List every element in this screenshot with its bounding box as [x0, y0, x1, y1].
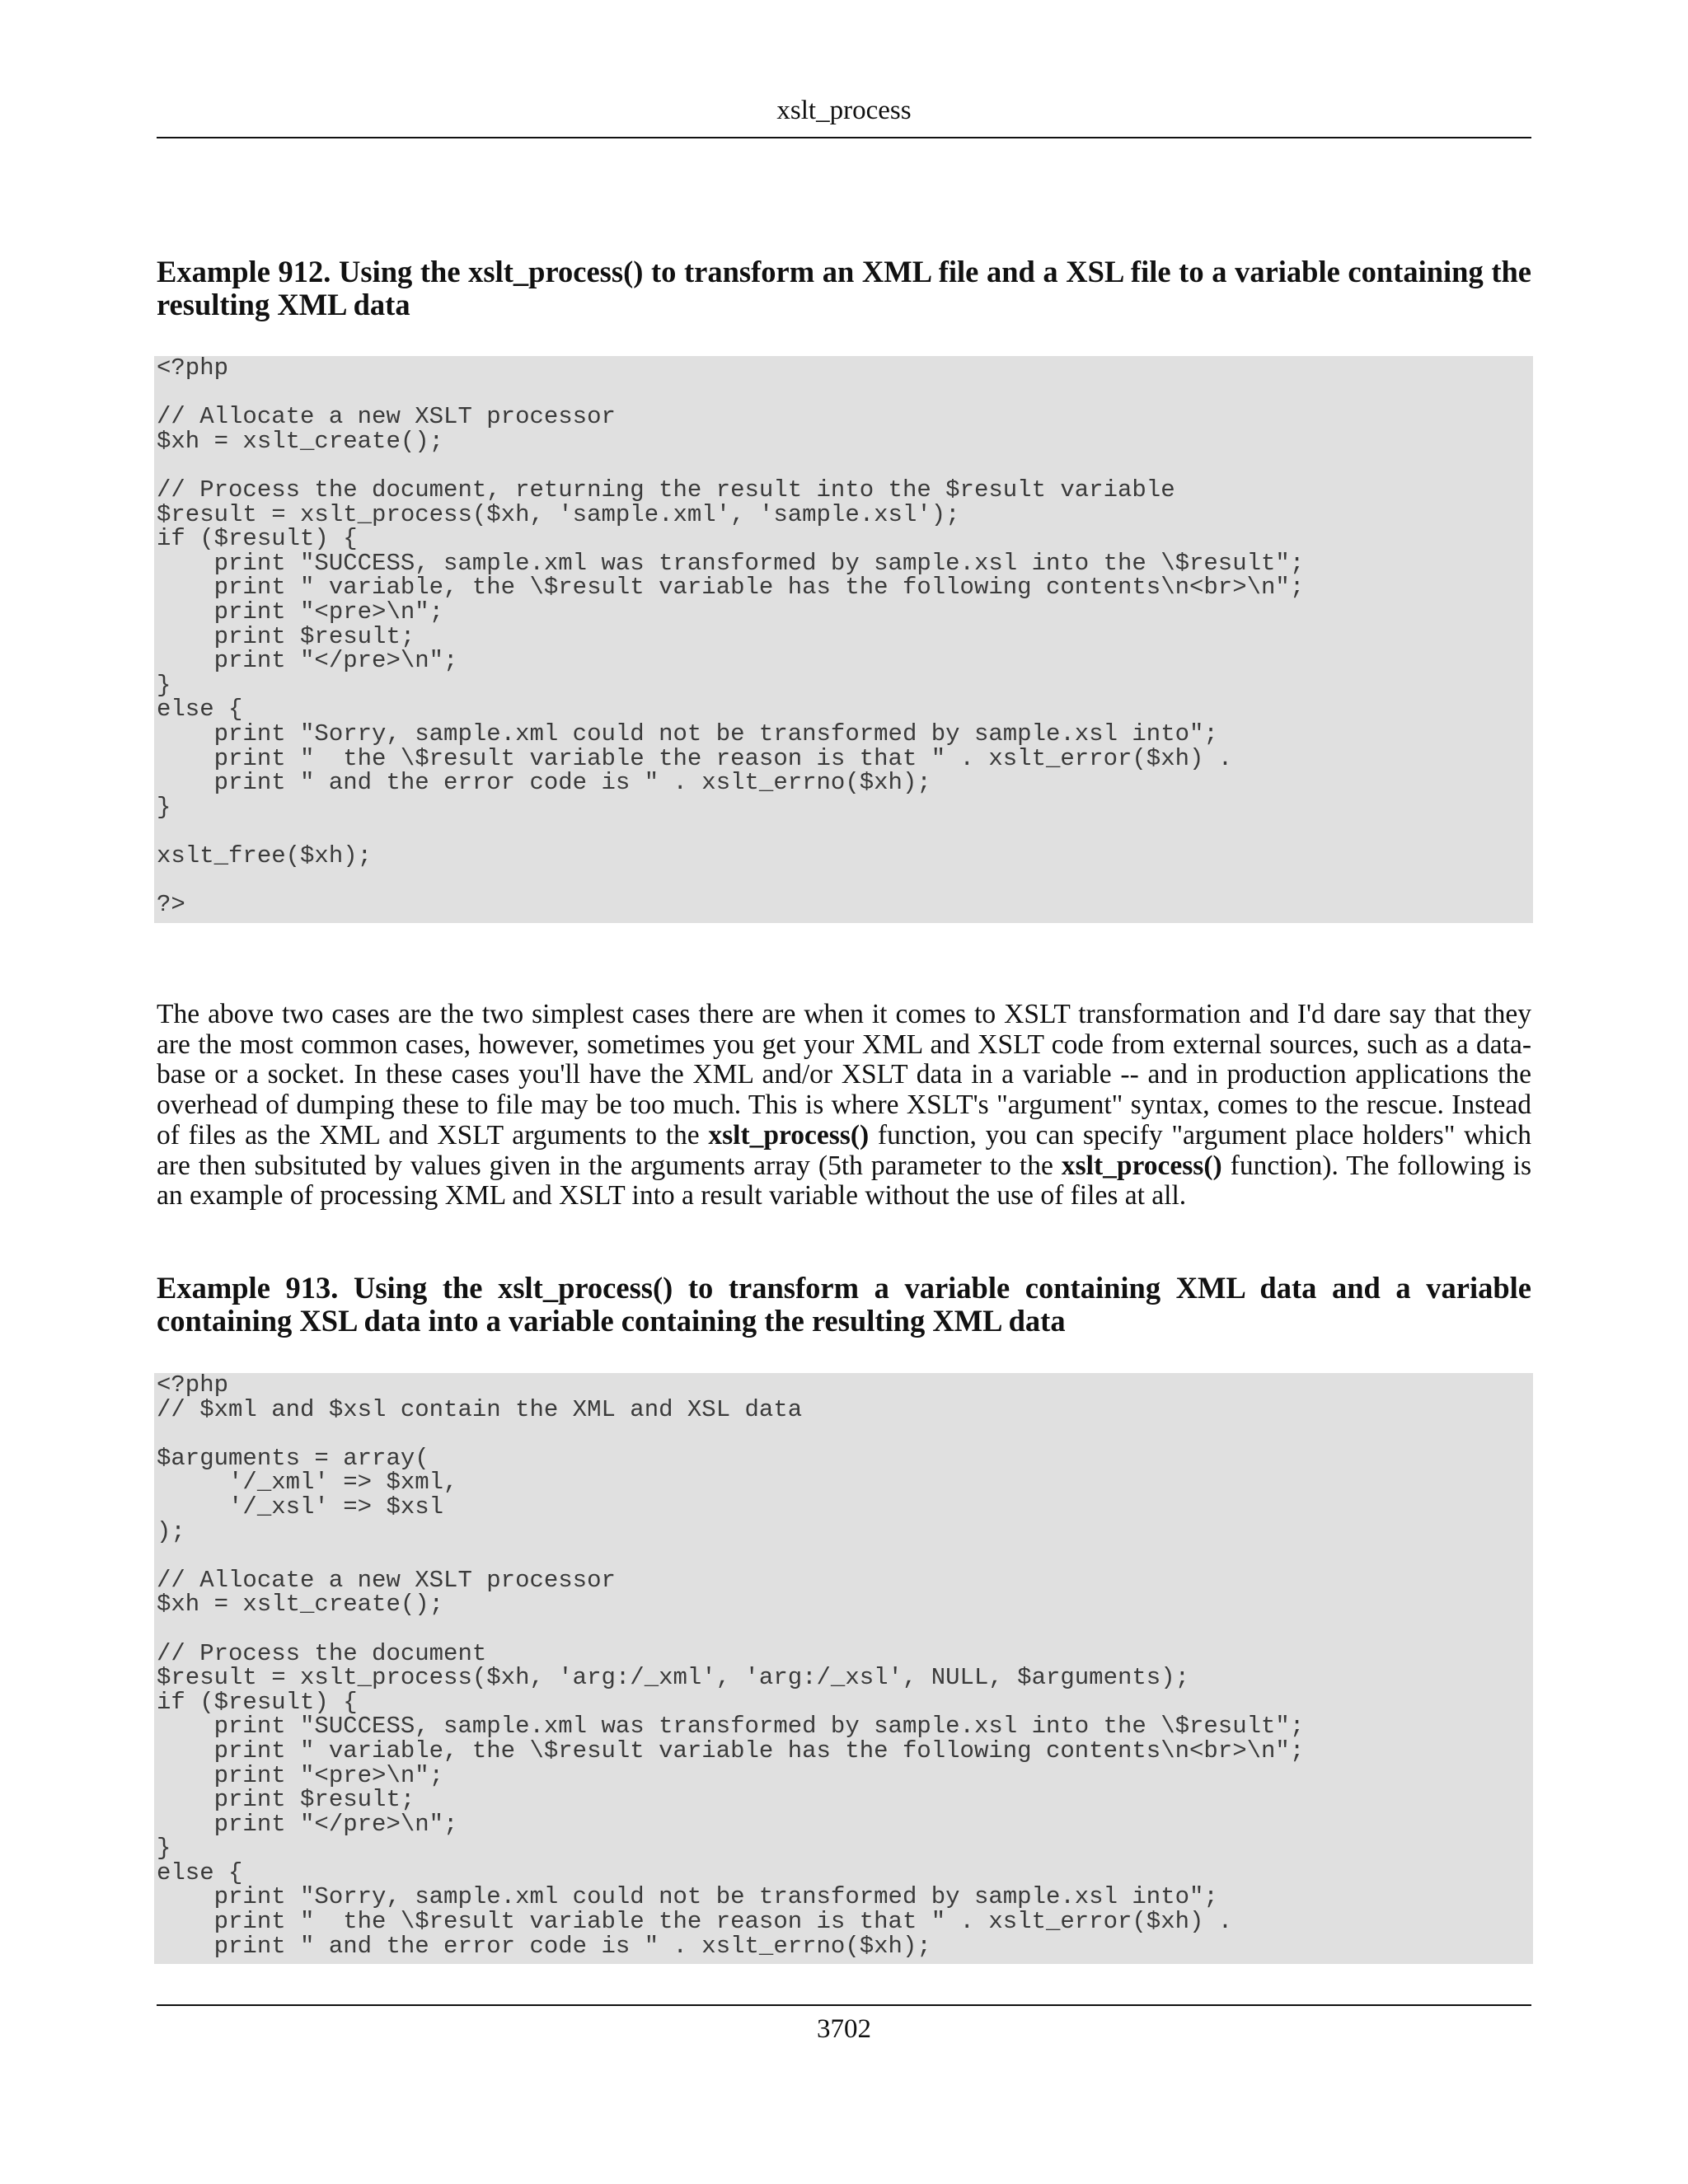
function-name-xslt-process: xslt_process()	[1061, 1150, 1222, 1181]
example-913-code-block: <?php // $xml and $xsl contain the XML and XSL data $arguments = array( '/_xml' => $xml, '/_xsl' => $xsl ); // Allocate a new XSLT processor $xh = xslt_create(); // Process the document $result = xslt_process($xh, 'arg:/_xml', 'arg:/_xsl', NULL, $arguments); if ($result) { print "SUCCESS, sample.xml was transformed by sample.xsl into the \$result"; print " variable, the \$result variable has the following contents\n<br>\n"; print "<pre>\n"; print $result; print "</pre>\n"; } else { print "Sorry, sample.xml could not be transformed by sample.xsl into"; print " the \$result variable the reason is that " . xslt_error($xh) . print " and the error code is " . xslt_errno($xh);	[154, 1373, 1533, 1964]
paragraph-text-2: function, you can specify "argument place holders" which are then subsituted by values given in the arguments array (5th parameter to the	[157, 1119, 1531, 1181]
paragraph-text-1: The above two cases are the two simplest cases there are when it comes to XSLT transformation and I'd dare say that they are the most common cases, however, sometimes you get your XML and XSLT code from external sources, such as a data-base or a socket. In these cases you'll have the XML and/or XSLT data in a variable -- and in production applications the overhead of dumping these to file may be too much. This is where XSLT's "argument" syntax, comes to the rescue. Instead of files as the XML and XSLT arguments to the	[157, 999, 1531, 1151]
header-divider	[157, 137, 1531, 138]
page-number: 3702	[817, 2014, 871, 2044]
example-913-title: Example 913. Using the xslt_process() to transform a variable containing XML data and a variable containing XSL data into a variable containing the resulting XML data	[157, 1271, 1531, 1338]
footer-divider	[157, 2004, 1531, 2006]
body-paragraph	[157, 1000, 1531, 1212]
example-912-title: Example 912. Using the xslt_process() to transform an XML file and a XSL file to a variable containing the resulting XML data	[157, 255, 1531, 321]
paragraph-text-3: function). The following is an example of processing XML and XSLT into a result variable without the use of files at all.	[157, 1150, 1531, 1212]
page-header-title: xslt_process	[776, 96, 912, 125]
example-912-code-block: <?php // Allocate a new XSLT processor $xh = xslt_create(); // Process the document, returning the result into the $result variable $result = xslt_process($xh, 'sample.xml', 'sample.xsl'); if ($result) { print "SUCCESS, sample.xml was transformed by sample.xsl into the \$result"; print " variable, the \$result variable has the following contents\n<br>\n"; print "<pre>\n"; print $result; print "</pre>\n"; } else { print "Sorry, sample.xml could not be transformed by sample.xsl into"; print " the \$result variable the reason is that " . xslt_error($xh) . print " and the error code is " . xslt_errno($xh); } xslt_free($xh); ?>	[154, 356, 1533, 923]
function-name-xslt-process: xslt_process()	[708, 1119, 870, 1151]
